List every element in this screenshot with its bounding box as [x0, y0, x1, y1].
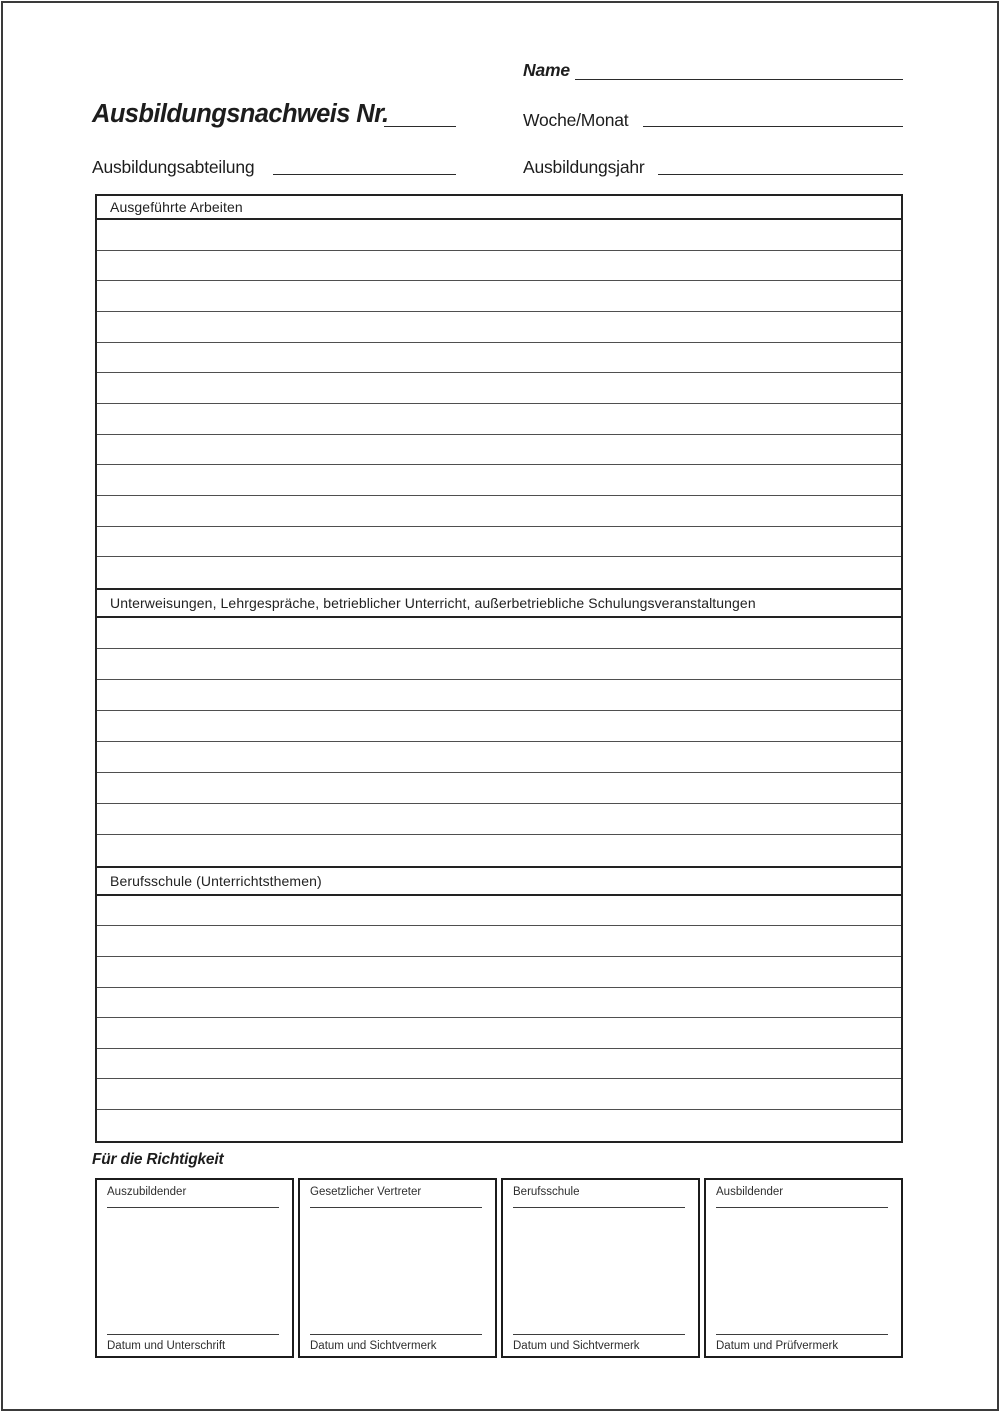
blank-entry-row[interactable]: [97, 435, 901, 466]
signature-line[interactable]: [310, 1334, 482, 1335]
blank-entry-row[interactable]: [97, 281, 901, 312]
blank-entry-row[interactable]: [97, 527, 901, 558]
certification-heading: Für die Richtigkeit: [92, 1151, 224, 1168]
training-year-label: Ausbildungsjahr: [523, 157, 645, 177]
signature-title-rule: [513, 1207, 685, 1208]
signature-box-footer: Datum und Unterschrift: [107, 1340, 226, 1352]
blank-entry-row[interactable]: [97, 557, 901, 588]
signature-box-footer: Datum und Sichtvermerk: [310, 1340, 437, 1352]
department-label: Ausbildungsabteilung: [92, 157, 255, 177]
blank-entry-row[interactable]: [97, 649, 901, 680]
signature-grid: [95, 1178, 903, 1358]
signature-box-title: Auszubildender: [107, 1186, 187, 1198]
signature-line[interactable]: [513, 1334, 685, 1335]
form-title: Ausbildungsnachweis Nr.: [92, 100, 389, 128]
blank-entry-row[interactable]: [97, 835, 901, 866]
section-header-unterweisungen: [95, 588, 903, 618]
blank-entry-row[interactable]: [97, 1079, 901, 1110]
blank-entry-row[interactable]: [97, 496, 901, 527]
blank-entry-row[interactable]: [97, 680, 901, 711]
blank-entry-row[interactable]: [97, 896, 901, 927]
blank-entry-row[interactable]: [97, 711, 901, 742]
blank-entry-row[interactable]: [97, 988, 901, 1019]
signature-line[interactable]: [107, 1334, 279, 1335]
department-fill-line[interactable]: [273, 174, 456, 175]
training-year-fill-line[interactable]: [658, 174, 903, 175]
section-title: Berufsschule (Unterrichtsthemen): [110, 872, 322, 889]
section-title: Ausgeführte Arbeiten: [110, 199, 243, 215]
week-month-fill-line[interactable]: [643, 126, 903, 127]
blank-entry-row[interactable]: [97, 926, 901, 957]
name-fill-line[interactable]: [575, 79, 903, 80]
signature-box-title: Ausbildender: [716, 1186, 784, 1198]
signature-box-gesetzlicher-vertreter[interactable]: [298, 1178, 497, 1358]
section-rows-ausgefuehrte-arbeiten: [95, 220, 903, 588]
name-label: Name: [523, 60, 570, 80]
blank-entry-row[interactable]: [97, 251, 901, 282]
section-header-berufsschule: [95, 866, 903, 896]
section-header-ausgefuehrte-arbeiten: [95, 194, 903, 220]
training-record-table: [95, 194, 903, 1143]
week-month-label: Woche/Monat: [523, 110, 629, 130]
signature-box-title: Gesetzlicher Vertreter: [310, 1186, 422, 1198]
blank-entry-row[interactable]: [97, 1018, 901, 1049]
blank-entry-row[interactable]: [97, 742, 901, 773]
blank-entry-row[interactable]: [97, 404, 901, 435]
blank-entry-row[interactable]: [97, 957, 901, 988]
blank-entry-row[interactable]: [97, 343, 901, 374]
section-title: Unterweisungen, Lehrgespräche, betrieblicher Unterricht, außerbetriebliche Schulungsveranstaltungen: [110, 594, 756, 611]
blank-entry-row[interactable]: [97, 312, 901, 343]
section-rows-berufsschule: [95, 896, 903, 1143]
signature-box-footer: Datum und Prüfvermerk: [716, 1340, 839, 1352]
blank-entry-row[interactable]: [97, 465, 901, 496]
signature-box-berufsschule[interactable]: [501, 1178, 700, 1358]
signature-line[interactable]: [716, 1334, 888, 1335]
blank-entry-row[interactable]: [97, 373, 901, 404]
signature-title-rule: [716, 1207, 888, 1208]
signature-box-auszubildender[interactable]: [95, 1178, 294, 1358]
section-rows-unterweisungen: [95, 618, 903, 866]
blank-entry-row[interactable]: [97, 220, 901, 251]
blank-entry-row[interactable]: [97, 1049, 901, 1080]
blank-entry-row[interactable]: [97, 618, 901, 649]
signature-box-ausbildender[interactable]: [704, 1178, 903, 1358]
blank-entry-row[interactable]: [97, 804, 901, 835]
number-fill-line[interactable]: [384, 126, 456, 127]
signature-box-title: Berufsschule: [513, 1186, 580, 1198]
blank-entry-row[interactable]: [97, 1110, 901, 1141]
signature-title-rule: [107, 1207, 279, 1208]
blank-entry-row[interactable]: [97, 773, 901, 804]
signature-title-rule: [310, 1207, 482, 1208]
signature-box-footer: Datum und Sichtvermerk: [513, 1340, 640, 1352]
